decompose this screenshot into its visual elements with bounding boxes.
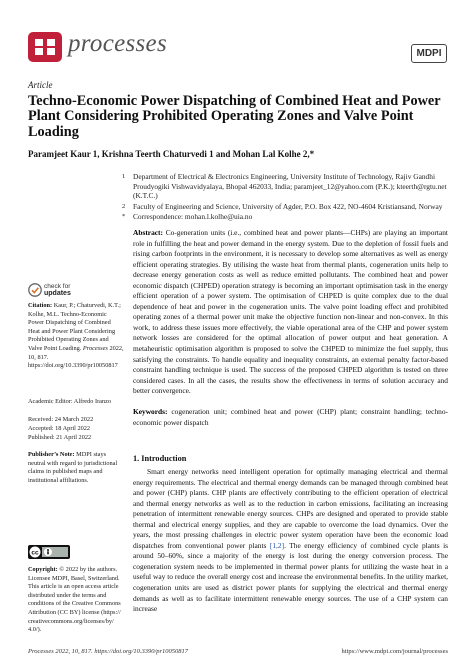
journal-name: processes [68,30,167,57]
intro-paragraph [133,467,448,615]
cc-by-license-icon[interactable] [28,545,70,559]
footer-citation[interactable]: Processes 2022, 10, 817. https://doi.org/10.3390/pr10050817 [28,648,189,655]
citation-doi[interactable]: 2022, 10, 817. https://doi.org/10.3390/pr10050817 [28,344,124,370]
affiliation-marker: * [122,213,126,220]
citation [28,302,124,371]
publisher-note [28,451,124,485]
publisher-note-label: Publisher’s Note: [28,451,75,458]
copyright [28,566,124,635]
affiliation-text: Department of Electrical & Electronics Engineering, University Institute of Technology, Rajiv Gandhi Proudyogiki Vishwavidyalaya, Bhopal 462033, India; paramjeet_12@yahoo.com (P.K.); kteerth@rgtu.net (K.T.C.) [133,172,447,201]
article-title: Techno-Economic Power Dispatching of Combined Heat and Power Plant Considering Prohibited Operating Zones and Valve Point Loading [28,93,441,140]
check-line-2: updates [44,290,71,297]
affiliation-text: Faculty of Engineering and Science, University of Agder, P.O. Box 422, NO-4604 Kristiansand, Norway [133,202,443,211]
correspondence-text: Correspondence: mohan.l.kolhe@uia.no [133,212,253,221]
affiliation-marker: 2 [122,203,126,210]
abstract-label: Abstract: [133,228,163,237]
copyright-text: © 2022 by the authors. Licensee MDPI, Basel, Switzerland. This article is an open access article distributed under the terms and conditions of the Creative Commons Attribution (CC BY) license (https:// creativecommons.org/licenses/by/ 4.0/). [28,566,121,634]
intro-text-a: Smart energy networks need intelligent operation for optimally managing electrical and thermal energy requirements. The electrical and thermal energy demands can be managed through combined heat and power (CHP) plants. CHP plants are effectively contributing to the efficient operation of electrical and thermal energy networks as well as to the reduction in carbon emissions, facilitating an increasing penetration of intermittent renewable energy sources. CHPs are designed and operated to provide stable thermal and electrical energy supplies, and they are capable to overcome the load dynamics. Over the years, the most pressing challenges in electric power system operation have been the economic load dispatches from conventional power plants [133,467,448,550]
intro-text-b: . The energy efficiency of combined cycle plants is around 50–60%, since a majority of the energy is lost during the energy conversion process. The cogeneration system needs to be implemented in thermal power plants for utilizing the waste heat in a useful way to reduce the overall energy cost and increase the environmental benefits. In the utility market, cogeneration units are used as district power plants for supplying the electrical and thermal energy demands as well as to facilitate intermittent renewable energy sources. The use of a CHP system can increase [133,540,449,614]
abstract-text: Co-generation units (i.e., combined heat and power plants—CHPs) are playing an important role in fulfilling the heat and power demand in the energy system. Due to the depletion of fossil fuels and rising carbon footprints in the environment, it is necessary to develop some alternatives as well as energy efficient operating strategies. By utilising the waste heat from thermal plants, cogeneration units help to decrease energy generation costs as well as reduce emitted pollutants. The combined heat and power economic dispatch (CHPED) operation strategy is becoming an important optimisation task in the energy efficient operation of a power system. The optimisation of CHPED is quite complex due to the dual dependence of heat and power in the cogeneration units. The valve point loading effect and prohibited operating zones of a thermal power unit make the objective function non-linear and non-convex. In this work, to address these issues more effectively, the viable operational area of the CHP and power system network losses are considered for the optimal allocation of power output and heat generation. A metaheuristic optimisation algorithm is proposed to solve the CHPED to minimize the fuel supply, thus satisfying the constraints. To handle equality and inequality constraints, an external penalty factor-based constraint handling technique is used. The success of the proposed CHPED algorithm is tested on three considered cases. In all the cases, the results show the effectiveness in terms of solution accuracy and better convergence. [133,228,448,396]
keywords-label: Keywords: [133,407,168,416]
accepted-date: Accepted: 18 April 2022 [28,425,91,432]
check-line-1: check for [44,283,71,290]
citation-journal: Processes [82,344,108,352]
affiliation-marker: 1 [122,173,126,180]
reference-link[interactable]: [1,2] [269,540,285,550]
received-date: Received: 24 March 2022 [28,416,94,423]
section-heading-introduction: 1. Introduction [133,454,187,463]
cc-icon-label: cc [31,549,39,557]
affiliation-1 [122,172,453,201]
author-list: Paramjeet Kaur 1, Krishna Teerth Chaturvedi 1 and Mohan Lal Kolhe 2,* [28,149,315,159]
publisher-note-text: MDPI stays neutral with regard to jurisdictional claims in published maps and institutional affiliations. [28,451,118,484]
abstract [133,228,448,397]
citation-label: Citation: [28,302,53,309]
academic-editor: Academic Editor: Alfredo Iranzo [28,398,112,405]
check-for-updates-icon[interactable] [28,283,42,302]
keywords-text: cogeneration unit; combined heat and power (CHP) plant; constraint handling; techno-economic power dispatch [133,407,448,427]
correspondence [122,212,453,222]
check-for-updates[interactable] [44,283,71,297]
published-date: Published: 21 April 2022 [28,434,92,441]
affiliation-2 [122,202,453,212]
keywords [133,407,448,428]
citation-text: Kaur, P.; Chaturvedi, K.T.; Kolhe, M.L. Techno-Economic Power Dispatching of Combined Heat and Power Plant Considering Prohibited Operating Zones and Valve Point Loading. [28,302,121,352]
publisher-logo: MDPI [411,44,447,63]
copyright-label: Copyright: [28,566,58,573]
footer-journal-url[interactable]: https://www.mdpi.com/journal/processes [341,648,448,655]
article-type: Article [28,80,53,90]
journal-logo-icon [28,32,62,62]
